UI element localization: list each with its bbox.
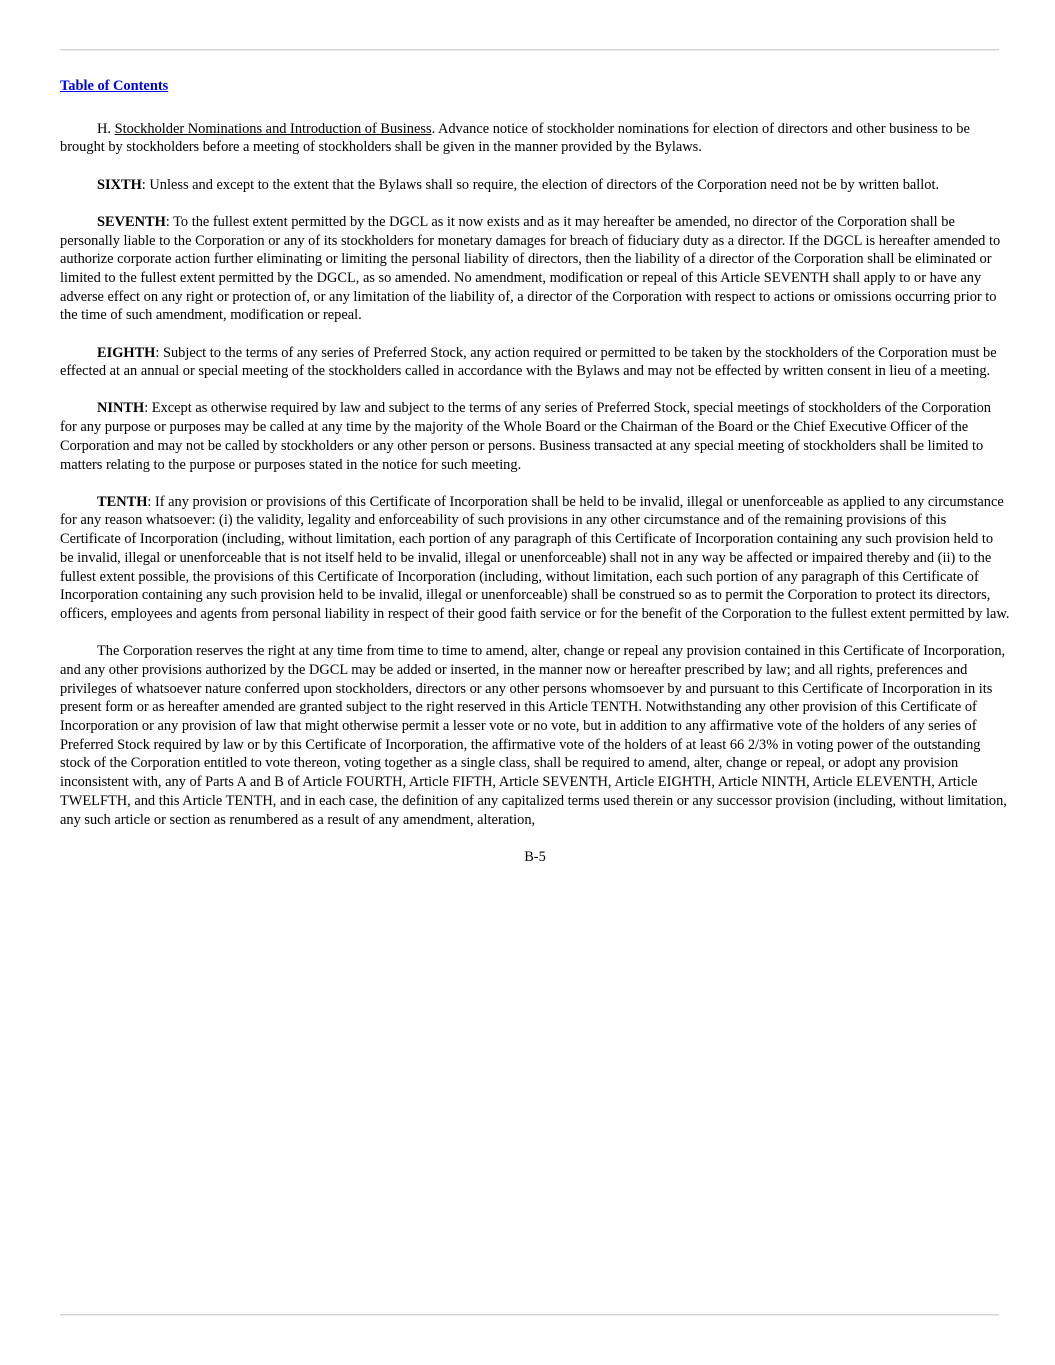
article-sixth-heading: SIXTH — [97, 176, 142, 193]
top-divider — [60, 49, 999, 51]
table-of-contents-link[interactable]: Table of Contents — [60, 78, 169, 94]
paragraph-h-prefix: H. — [97, 120, 115, 137]
article-tenth-heading: TENTH — [97, 493, 148, 510]
article-seventh-text: : To the fullest extent permitted by the DGCL as it now exists and as it may hereafter be amended, no director of the Corporation shall be personally liable to the Corporation or any of its stockholders for monetary damages for breach of fiduciary duty as a director. If the DGCL is hereafter amended to authorize corporate action further eliminating or limiting the personal liability of directors, then the liability of a director of the Corporation shall be eliminated or limited to the fullest extent permitted by the DGCL, as so amended. No amendment, modification or repeal of this Article SEVENTH shall apply to or have any adverse effect on any right or protection of, or any limitation of the liability of, a director of the Corporation with respect to actions or omissions occurring prior to the time of such amendment, modification or repeal. — [60, 213, 1001, 324]
page-number: B-5 — [524, 848, 546, 865]
paragraph-h-heading: Stockholder Nominations and Introduction of Business — [114, 120, 432, 137]
article-ninth — [60, 399, 1010, 474]
document-body — [60, 77, 1010, 866]
article-ninth-text: : Except as otherwise required by law and subject to the terms of any series of Preferred Stock, special meetings of stockholders of the Corporation for any purpose or purposes may be called at any time by the majority of the Whole Board or the Chairman of the Board or the Chief Executive Officer of the Corporation and may not be called by stockholders or any other person or persons. Business transacted at any special meeting of stockholders shall be limited to matters relating to the purpose or purposes stated in the notice for such meeting. — [60, 400, 991, 473]
article-eighth-heading: EIGHTH — [97, 344, 156, 361]
bottom-divider — [60, 1314, 999, 1316]
article-sixth-text: : Unless and except to the extent that the Bylaws shall so require, the election of directors of the Corporation need not be by written ballot. — [141, 176, 940, 193]
article-seventh-heading: SEVENTH — [97, 213, 166, 230]
paragraph-h — [60, 120, 1010, 157]
article-eighth-text: : Subject to the terms of any series of Preferred Stock, any action required or permitted to be taken by the stockholders of the Corporation must be effected at an annual or special meeting of the stockholders called in accordance with the Bylaws and may not be effected by written consent in lieu of a meeting. — [60, 344, 997, 380]
article-seventh — [60, 213, 1010, 325]
paragraph-h-text: . Advance notice of stockholder nominations for election of directors and other business to be brought by stockholders before a meeting of stockholders shall be given in the manner provided by the Bylaws. — [60, 120, 970, 156]
reserves-paragraph-text: The Corporation reserves the right at any time from time to time to amend, alter, change or repeal any provision contained in this Certificate of Incorporation, and any other provisions authorized by the DGCL may be added or inserted, in the manner now or hereafter prescribed by law; and all rights, preferences and privileges of whatsoever nature conferred upon stockholders, directors or any other persons whomsoever by and pursuant to this Certificate of Incorporation in its present form or as hereafter amended are granted subject to the right reserved in this Article TENTH. Notwithstanding any other provision of this Certificate of Incorporation or any provision of law that might otherwise permit a lesser vote or no vote, but in addition to any affirmative vote of the holders of any series of Preferred Stock required by law or by this Certificate of Incorporation, the affirmative vote of the holders of at least 66 2/3% in voting power of the outstanding stock of the Corporation entitled to vote thereon, voting together as a single class, shall be required to amend, alter, change or repeal, or adopt any provision inconsistent with, any of Parts A and B of Article FOURTH, Article FIFTH, Article SEVENTH, Article EIGHTH, Article NINTH, Article ELEVENTH, Article TWELFTH, and this Article TENTH, and in each case, the definition of any capitalized terms used therein or any successor provision (including, without limitation, any such article or section as renumbered as a result of any amendment, alteration, — [60, 643, 1007, 828]
article-ninth-heading: NINTH — [97, 400, 145, 417]
article-eighth — [60, 344, 1010, 381]
article-tenth — [60, 493, 1010, 624]
article-tenth-text: : If any provision or provisions of this Certificate of Incorporation shall be held to be invalid, illegal or unenforceable as applied to any circumstance for any reason whatsoever: (i) the validity, legality and enforceability of such provisions in any other circumstance and of the remaining provisions of this Certificate of Incorporation (including, without limitation, each portion of any paragraph of this Certificate of Incorporation containing any such provision held to be invalid, illegal or unenforceable that is not itself held to be invalid, illegal or unenforceable) shall not in any way be affected or impaired thereby and (ii) to the fullest extent possible, the provisions of this Certificate of Incorporation (including, without limitation, each such portion of any paragraph of this Certificate of Incorporation containing any such provision held to be invalid, illegal or unenforceable) shall be construed so as to permit the Corporation to protect its directors, officers, employees and agents from personal liability in respect of their good faith service or for the benefit of the Corporation to the fullest extent permitted by law. — [60, 493, 1010, 622]
article-sixth — [60, 176, 1010, 195]
reserves-paragraph — [60, 642, 1010, 829]
